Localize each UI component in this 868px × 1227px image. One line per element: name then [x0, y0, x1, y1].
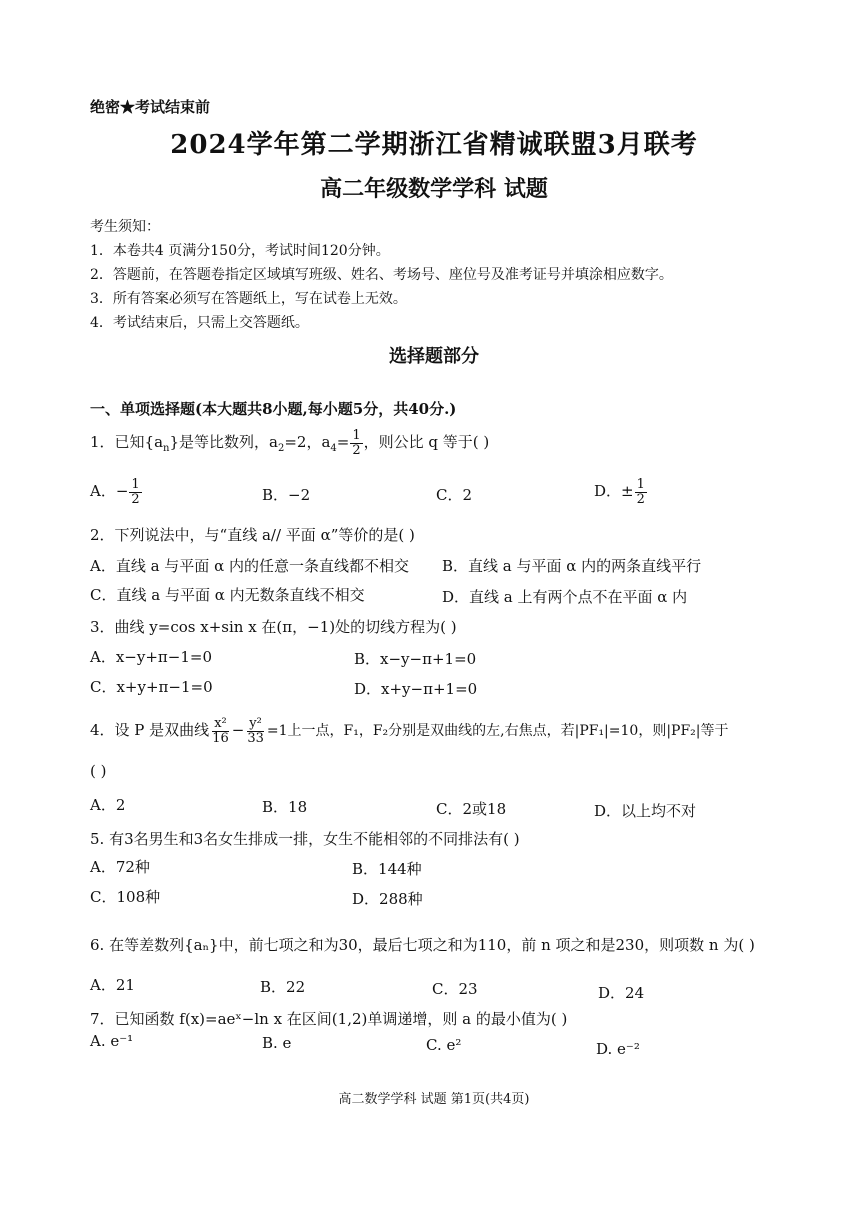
q1-option-b[interactable]: B．−2: [262, 486, 311, 504]
q5-option-c[interactable]: C．108种: [90, 888, 161, 906]
notice-item-4: 4．考试结束后，只需上交答题纸。: [90, 315, 309, 331]
question-1-stem: 1．已知$\{a_n\}$是等比数列，$a_2=2$，$a_4=$ $\frac{1}{2}$ ，则公比 q 等于( ): [90, 427, 490, 458]
notice-heading: 考生须知：: [90, 219, 160, 235]
exam-subtitle: 高二年级数学学科 试题: [320, 176, 548, 202]
q5-option-b[interactable]: B．144种: [352, 860, 422, 878]
q6-option-d[interactable]: D．24: [598, 984, 645, 1002]
q3-option-d[interactable]: D．x+y−π+1=0: [354, 680, 478, 698]
q4-option-c[interactable]: C．2或18: [436, 800, 507, 818]
q6-option-c[interactable]: C．23: [432, 980, 478, 998]
q6-option-b[interactable]: B．22: [260, 978, 306, 996]
q3-option-a[interactable]: A．x−y+π−1=0: [90, 648, 212, 666]
q1-option-c[interactable]: C．2: [436, 486, 473, 504]
q1-option-a[interactable]: A．− $\frac{1}{2}$: [90, 477, 140, 507]
section-title: 选择题部分: [389, 346, 479, 367]
q6-option-a[interactable]: A．21: [90, 976, 135, 994]
q4-option-b[interactable]: B．18: [262, 798, 308, 816]
question-3-stem: 3．曲线 y=cos x+sin x 在(π，−1)处的切线方程为( ): [90, 618, 457, 636]
q2-option-d[interactable]: D．直线 a 上有两个点不在平面 α 内: [442, 588, 688, 606]
q7-option-b[interactable]: B. e: [262, 1034, 292, 1052]
question-4-stem: 4．设 P 是双曲线 $\frac{\text{x²}}{16}$ − $\frac{\text{y²}}{33}$ =1上一点，F₁，F₂分别是双曲线的左,右焦点，若|PF₁|=10，则|PF₂|等于: [90, 715, 729, 746]
q2-option-a[interactable]: A．直线 a 与平面 α 内的任意一条直线都不相交: [90, 557, 409, 575]
q7-option-d[interactable]: D. e⁻²: [596, 1040, 640, 1058]
part-title: 一、单项选择题(本大题共8小题,每小题5分，共40分.): [90, 400, 457, 418]
q1-option-d[interactable]: D．± $\frac{1}{2}$: [594, 477, 645, 507]
question-2-stem: 2．下列说法中，与“直线 a// 平面 α”等价的是( ): [90, 526, 415, 544]
q5-option-d[interactable]: D．288种: [352, 890, 423, 908]
fraction: $\frac{\text{x²}}{16}$: [212, 715, 229, 746]
q2-option-c[interactable]: C．直线 a 与平面 α 内无数条直线不相交: [90, 586, 365, 604]
q3-option-b[interactable]: B．x−y−π+1=0: [354, 650, 477, 668]
notice-item-3: 3．所有答案必须写在答题纸上，写在试卷上无效。: [90, 291, 407, 307]
notice-item-1: 1．本卷共4 页满分150分，考试时间120分钟。: [90, 243, 390, 259]
notice-item-2: 2．答题前，在答题卷指定区域填写班级、姓名、考场号、座位号及准考证号并填涂相应数字。: [90, 267, 673, 283]
q4-option-a[interactable]: A．2: [90, 796, 126, 814]
fraction: $\frac{\text{y²}}{33}$: [247, 715, 264, 746]
question-4-paren: ( ): [90, 762, 107, 780]
question-7-stem: 7．已知函数 f(x)=aeˣ−ln x 在区间(1,2)单调递增，则 a 的最小值为( ): [90, 1010, 568, 1028]
exam-title: 2024学年第二学期浙江省精诚联盟3月联考: [170, 130, 698, 160]
q7-option-a[interactable]: A. e⁻¹: [90, 1032, 134, 1050]
fraction: $\frac{1}{2}$: [352, 427, 361, 458]
q2-option-b[interactable]: B．直线 a 与平面 α 内的两条直线平行: [442, 557, 702, 575]
page-footer: 高二数学学科 试题 第1页(共4页): [338, 1092, 530, 1107]
question-5-stem: 5. 有3名男生和3名女生排成一排，女生不能相邻的不同排法有( ): [90, 830, 520, 848]
q5-option-a[interactable]: A．72种: [90, 858, 150, 876]
confidential-mark: 绝密★考试结束前: [90, 98, 211, 116]
q7-option-c[interactable]: C. e²: [426, 1036, 462, 1054]
question-6-stem: 6. 在等差数列{aₙ}中，前七项之和为30，最后七项之和为110，前 n 项之和是230，则项数 n 为( ): [90, 936, 755, 954]
q3-option-c[interactable]: C．x+y+π−1=0: [90, 678, 213, 696]
q4-option-d[interactable]: D．以上均不对: [594, 802, 697, 820]
